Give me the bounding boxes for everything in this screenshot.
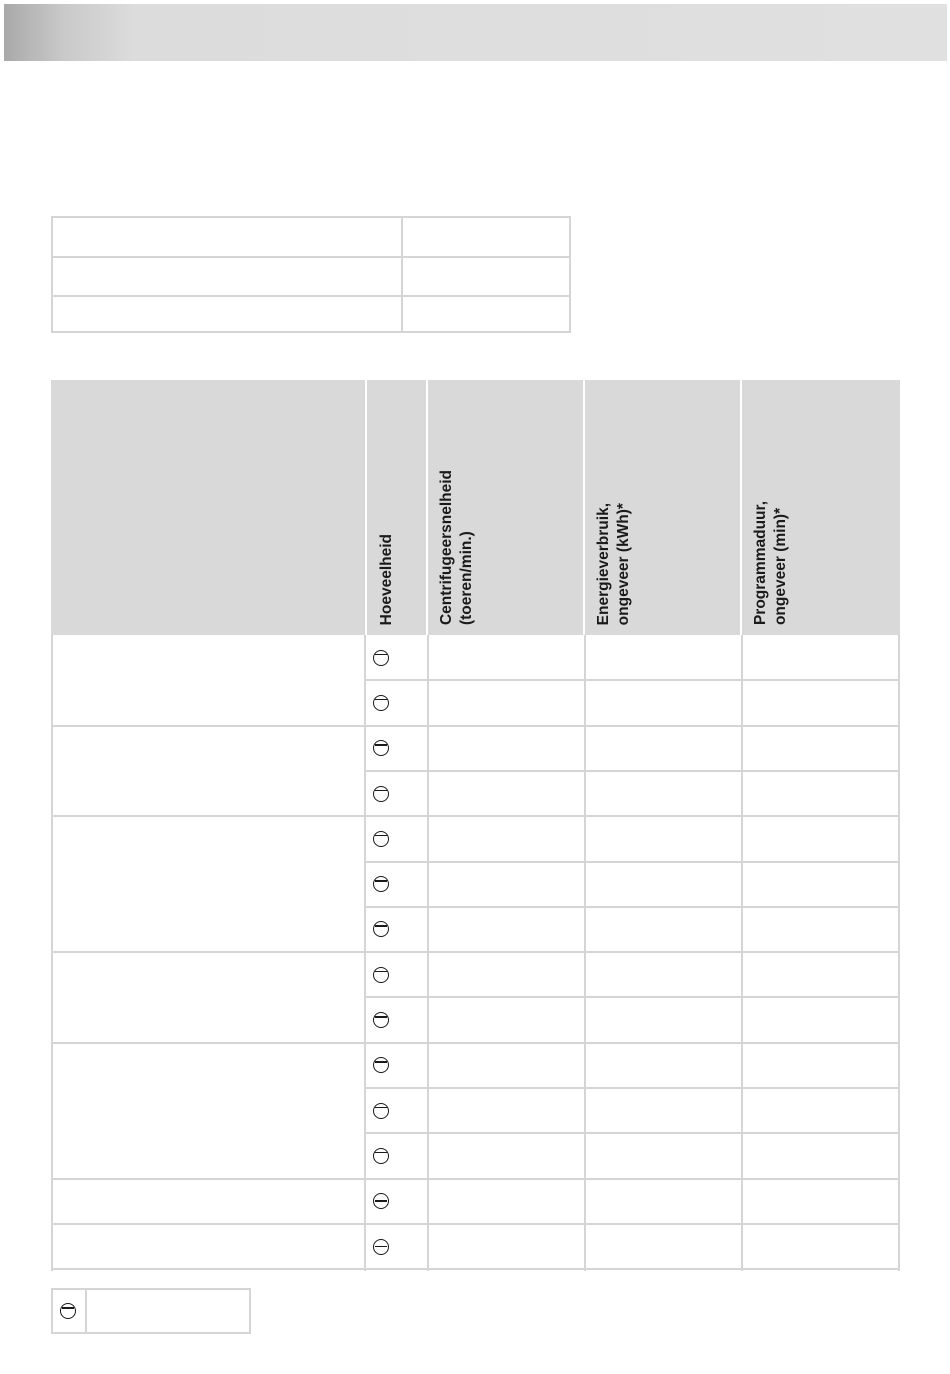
half-load-icon — [373, 831, 389, 847]
table-row-divider — [366, 1132, 900, 1134]
table-group-divider — [51, 815, 900, 817]
half-load-icon — [373, 695, 389, 711]
table-column-divider — [584, 635, 586, 1271]
half-load-icon — [373, 967, 389, 983]
table-row-divider — [366, 861, 900, 863]
header-column-divider — [365, 380, 367, 635]
table-border-right — [898, 635, 900, 1271]
info-table — [51, 216, 571, 333]
info-row — [53, 218, 569, 256]
header-column-divider — [426, 380, 428, 635]
full-load-icon — [373, 1193, 389, 1209]
table-group-divider — [51, 1223, 900, 1225]
table-row-divider — [366, 1087, 900, 1089]
header-column-divider — [583, 380, 585, 635]
half-load-icon — [373, 876, 389, 892]
table-column-divider — [427, 635, 429, 1271]
table-row-divider — [366, 679, 900, 681]
half-load-icon — [373, 740, 389, 756]
table-column-divider — [364, 635, 366, 1271]
table-border-left — [51, 635, 53, 1271]
table-header — [51, 380, 900, 635]
header-column-divider — [740, 380, 742, 635]
half-load-icon — [373, 1057, 389, 1073]
header-bar — [4, 4, 947, 61]
half-load-icon — [373, 650, 389, 666]
half-load-icon — [373, 786, 389, 802]
column-header-energy: Energieverbruik, ongeveer (kWh)* — [595, 502, 632, 625]
info-row — [53, 256, 569, 294]
table-row-divider — [366, 996, 900, 998]
program-table — [51, 380, 900, 1268]
table-group-divider — [51, 1178, 900, 1180]
half-load-icon — [373, 921, 389, 937]
table-group-divider — [51, 1042, 900, 1044]
column-header-quantity: Hoeveelheid — [378, 533, 395, 625]
column-header-spin: Centrifugeersnelheid (toeren/min.) — [438, 469, 475, 625]
table-row-divider — [366, 906, 900, 908]
table-column-divider — [741, 635, 743, 1271]
table-row-divider — [366, 770, 900, 772]
half-load-icon — [373, 1012, 389, 1028]
half-load-icon — [60, 1303, 76, 1319]
info-row — [53, 295, 569, 331]
table-group-divider — [51, 1268, 900, 1270]
full-load-icon — [373, 1239, 389, 1255]
table-group-divider — [51, 951, 900, 953]
column-header-duration: Programmaduur, ongeveer (min)* — [752, 500, 789, 625]
table-group-divider — [51, 725, 900, 727]
legend-divider — [85, 1290, 87, 1332]
info-column-divider — [401, 218, 403, 331]
half-load-icon — [373, 1148, 389, 1164]
legend — [51, 1288, 251, 1334]
half-load-icon — [373, 1103, 389, 1119]
